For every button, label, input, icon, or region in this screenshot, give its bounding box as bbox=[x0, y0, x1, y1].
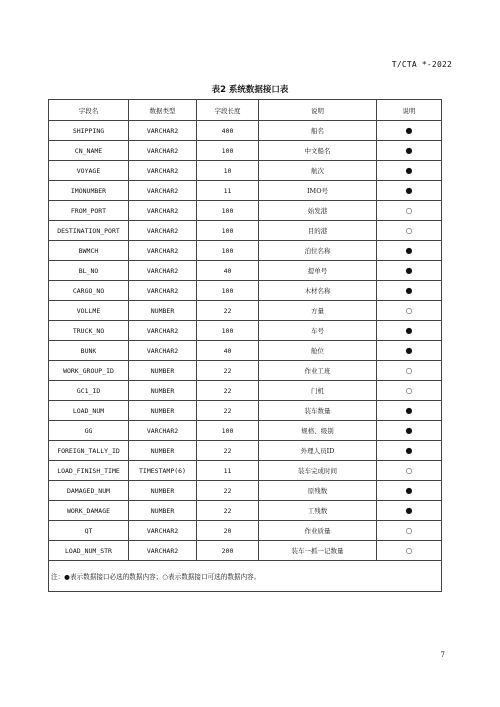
requirement-cell bbox=[377, 281, 442, 301]
field-length-cell: 22 bbox=[197, 301, 259, 321]
requirement-cell bbox=[377, 321, 442, 341]
table-row bbox=[49, 261, 442, 281]
requirement-cell bbox=[377, 441, 442, 461]
requirement-cell bbox=[377, 301, 442, 321]
table-row bbox=[49, 461, 442, 481]
table-title: 表2 系统数据接口表 bbox=[211, 85, 289, 95]
requirement-cell bbox=[377, 461, 442, 481]
data-type-cell: VARCHAR2 bbox=[129, 241, 197, 261]
table-row bbox=[49, 341, 442, 361]
field-length-cell: 40 bbox=[197, 261, 259, 281]
table-row bbox=[49, 421, 442, 441]
field-length-cell: 200 bbox=[197, 541, 259, 561]
field-name-cell: DESTINATION_PORT bbox=[49, 221, 129, 241]
filled-circle-icon bbox=[406, 506, 413, 515]
requirement-cell bbox=[377, 521, 442, 541]
table-row bbox=[49, 401, 442, 421]
data-type-cell: VARCHAR2 bbox=[129, 341, 197, 361]
requirement-cell bbox=[377, 541, 442, 561]
field-length-cell: 400 bbox=[197, 121, 259, 141]
requirement-cell bbox=[377, 141, 442, 161]
column-header-description: 说明 bbox=[259, 100, 377, 121]
column-header-requirement: 说明 bbox=[377, 100, 442, 121]
filled-circle-icon bbox=[406, 326, 413, 335]
requirement-cell bbox=[377, 261, 442, 281]
data-type-cell: VARCHAR2 bbox=[129, 121, 197, 141]
field-name-cell: QT bbox=[49, 521, 129, 541]
data-type-cell: NUMBER bbox=[129, 501, 197, 521]
field-name-cell: IMONUMBER bbox=[49, 181, 129, 201]
description-cell: 外理人员ID bbox=[259, 441, 377, 461]
field-length-cell: 100 bbox=[197, 201, 259, 221]
field-name-cell: BWMCH bbox=[49, 241, 129, 261]
field-name-cell: WORK_GROUP_ID bbox=[49, 361, 129, 381]
note-row bbox=[49, 561, 442, 592]
table-row bbox=[49, 541, 442, 561]
data-type-cell: VARCHAR2 bbox=[129, 421, 197, 441]
field-name-cell: FOREIGN_TALLY_ID bbox=[49, 441, 129, 461]
field-name-cell: BUNK bbox=[49, 341, 129, 361]
description-cell: 装车一抓一记数量 bbox=[259, 541, 377, 561]
description-cell: 作业质量 bbox=[259, 521, 377, 541]
column-header-field-length: 字段长度 bbox=[197, 100, 259, 121]
field-name-cell: SHIPPING bbox=[49, 121, 129, 141]
description-cell: 始发港 bbox=[259, 201, 377, 221]
description-cell: IMO号 bbox=[259, 181, 377, 201]
data-type-cell: VARCHAR2 bbox=[129, 161, 197, 181]
description-cell: 原残数 bbox=[259, 481, 377, 501]
field-name-cell: TRUCK_NO bbox=[49, 321, 129, 341]
column-header-data-type: 数据类型 bbox=[129, 100, 197, 121]
table-row bbox=[49, 501, 442, 521]
description-cell: 装车数量 bbox=[259, 401, 377, 421]
hollow-circle-icon bbox=[406, 306, 413, 315]
data-type-cell: VARCHAR2 bbox=[129, 321, 197, 341]
field-name-cell: CARGO_NO bbox=[49, 281, 129, 301]
filled-circle-icon bbox=[406, 186, 413, 195]
data-type-cell: VARCHAR2 bbox=[129, 141, 197, 161]
requirement-cell bbox=[377, 221, 442, 241]
interface-data-table bbox=[48, 99, 442, 592]
field-length-cell: 100 bbox=[197, 141, 259, 161]
filled-circle-icon bbox=[406, 286, 413, 295]
field-name-cell: LOAD_NUM bbox=[49, 401, 129, 421]
filled-circle-icon bbox=[406, 246, 413, 255]
filled-circle-icon bbox=[406, 406, 413, 415]
data-type-cell: VARCHAR2 bbox=[129, 181, 197, 201]
field-name-cell: VOLLME bbox=[49, 301, 129, 321]
table-row bbox=[49, 361, 442, 381]
description-cell: 船名 bbox=[259, 121, 377, 141]
field-length-cell: 100 bbox=[197, 221, 259, 241]
field-length-cell: 22 bbox=[197, 381, 259, 401]
requirement-cell bbox=[377, 361, 442, 381]
description-cell: 作业工班 bbox=[259, 361, 377, 381]
table-row bbox=[49, 181, 442, 201]
table-row bbox=[49, 301, 442, 321]
description-cell: 工残数 bbox=[259, 501, 377, 521]
description-cell: 泊位名称 bbox=[259, 241, 377, 261]
table-row bbox=[49, 481, 442, 501]
requirement-cell bbox=[377, 121, 442, 141]
data-type-cell: VARCHAR2 bbox=[129, 221, 197, 241]
table-body bbox=[49, 121, 442, 561]
data-type-cell: NUMBER bbox=[129, 401, 197, 421]
standard-code: T/CTA *-2022 bbox=[391, 60, 452, 69]
field-length-cell: 11 bbox=[197, 461, 259, 481]
table-row bbox=[49, 321, 442, 341]
table-row bbox=[49, 441, 442, 461]
requirement-cell bbox=[377, 501, 442, 521]
data-type-cell: VARCHAR2 bbox=[129, 261, 197, 281]
requirement-cell bbox=[377, 421, 442, 441]
description-cell: 装车完成时间 bbox=[259, 461, 377, 481]
filled-circle-icon bbox=[406, 146, 413, 155]
requirement-cell bbox=[377, 381, 442, 401]
field-length-cell: 100 bbox=[197, 421, 259, 441]
requirement-cell bbox=[377, 201, 442, 221]
description-cell: 车号 bbox=[259, 321, 377, 341]
filled-circle-icon bbox=[406, 346, 413, 355]
hollow-circle-icon bbox=[406, 366, 413, 375]
filled-circle-icon bbox=[406, 126, 413, 135]
table-header-row bbox=[49, 100, 442, 121]
requirement-cell bbox=[377, 481, 442, 501]
field-name-cell: GG bbox=[49, 421, 129, 441]
table-row bbox=[49, 521, 442, 541]
description-cell: 中文船名 bbox=[259, 141, 377, 161]
field-name-cell: BL_NO bbox=[49, 261, 129, 281]
description-cell: 方量 bbox=[259, 301, 377, 321]
field-length-cell: 100 bbox=[197, 241, 259, 261]
data-type-cell: NUMBER bbox=[129, 361, 197, 381]
data-type-cell: VARCHAR2 bbox=[129, 521, 197, 541]
hollow-circle-icon bbox=[406, 526, 413, 535]
requirement-cell bbox=[377, 181, 442, 201]
hollow-circle-icon bbox=[406, 466, 413, 475]
description-cell: 航次 bbox=[259, 161, 377, 181]
field-name-cell: VOYAGE bbox=[49, 161, 129, 181]
field-name-cell: CN_NAME bbox=[49, 141, 129, 161]
description-cell: 舱位 bbox=[259, 341, 377, 361]
requirement-cell bbox=[377, 341, 442, 361]
description-cell: 规格、级别 bbox=[259, 421, 377, 441]
column-header-field-name: 字段名 bbox=[49, 100, 129, 121]
field-length-cell: 10 bbox=[197, 161, 259, 181]
field-length-cell: 11 bbox=[197, 181, 259, 201]
filled-circle-icon bbox=[406, 166, 413, 175]
field-length-cell: 100 bbox=[197, 321, 259, 341]
data-type-cell: VARCHAR2 bbox=[129, 201, 197, 221]
data-type-cell: VARCHAR2 bbox=[129, 281, 197, 301]
table-row bbox=[49, 161, 442, 181]
hollow-circle-icon bbox=[406, 386, 413, 395]
field-name-cell: LOAD_NUM_STR bbox=[49, 541, 129, 561]
field-name-cell: DAMAGED_NUM bbox=[49, 481, 129, 501]
data-type-cell: NUMBER bbox=[129, 441, 197, 461]
hollow-circle-icon bbox=[406, 206, 413, 215]
table-row bbox=[49, 141, 442, 161]
table-note: 注：●表示数据接口必选的数据内容；○表示数据接口可选的数据内容。 bbox=[49, 561, 442, 592]
filled-circle-icon bbox=[406, 266, 413, 275]
field-length-cell: 22 bbox=[197, 401, 259, 421]
field-name-cell: WORK_DAMAGE bbox=[49, 501, 129, 521]
data-type-cell: NUMBER bbox=[129, 481, 197, 501]
hollow-circle-icon bbox=[406, 546, 413, 555]
table-row bbox=[49, 281, 442, 301]
description-cell: 提单号 bbox=[259, 261, 377, 281]
table-row bbox=[49, 221, 442, 241]
hollow-circle-icon bbox=[406, 226, 413, 235]
requirement-cell bbox=[377, 161, 442, 181]
field-length-cell: 22 bbox=[197, 501, 259, 521]
field-length-cell: 22 bbox=[197, 441, 259, 461]
table-row bbox=[49, 201, 442, 221]
field-name-cell: FROM_PORT bbox=[49, 201, 129, 221]
table-row bbox=[49, 381, 442, 401]
filled-circle-icon bbox=[406, 426, 413, 435]
field-length-cell: 22 bbox=[197, 481, 259, 501]
filled-circle-icon bbox=[406, 446, 413, 455]
field-length-cell: 22 bbox=[197, 361, 259, 381]
data-type-cell: TIMESTAMP(6) bbox=[129, 461, 197, 481]
data-type-cell: NUMBER bbox=[129, 301, 197, 321]
data-type-cell: VARCHAR2 bbox=[129, 541, 197, 561]
data-type-cell: NUMBER bbox=[129, 381, 197, 401]
requirement-cell bbox=[377, 401, 442, 421]
page-number: 7 bbox=[440, 651, 445, 659]
field-length-cell: 20 bbox=[197, 521, 259, 541]
field-length-cell: 100 bbox=[197, 281, 259, 301]
description-cell: 门机 bbox=[259, 381, 377, 401]
requirement-cell bbox=[377, 241, 442, 261]
field-name-cell: LOAD_FINISH_TIME bbox=[49, 461, 129, 481]
table-row bbox=[49, 241, 442, 261]
description-cell: 木材名称 bbox=[259, 281, 377, 301]
description-cell: 目的港 bbox=[259, 221, 377, 241]
field-length-cell: 40 bbox=[197, 341, 259, 361]
table-row bbox=[49, 121, 442, 141]
filled-circle-icon bbox=[406, 486, 413, 495]
field-name-cell: GC1_ID bbox=[49, 381, 129, 401]
